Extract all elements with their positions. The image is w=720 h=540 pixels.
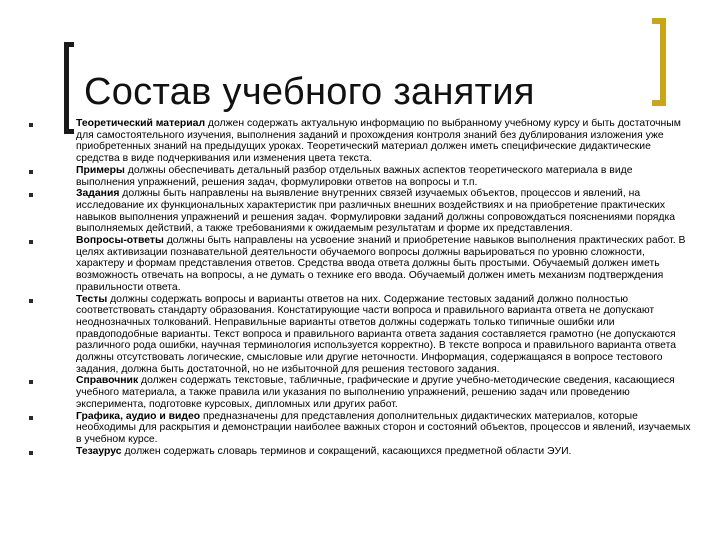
item-text: должны быть направлены на усвоение знаний и приобретение навыков выполнения практических работ. В целях активизации познавательной деятельности обучаемого вопросы должны варьироваться по уровню сложности, характеру и формам представления ответов. Средства ввода ответа должны быть простыми. Обучаемый должен иметь возможность отвечать на вопросы, а не думать о технике его ввода. Обучаемый должен иметь механизм подтверждения правильности ответа.	[76, 235, 686, 293]
bullet-icon	[29, 299, 33, 303]
right-bracket-decoration	[652, 18, 666, 106]
item-text: должен содержать актуальную информацию по выбранному учебному курсу и быть достаточным для самостоятельного изучения, выполнения заданий и прохождения контроля знаний без дублирования изложения уже приобретенных знаний на предыдущих уроках. Теоретический материал должен иметь специфические дидактические средства в виде подчеркивания или изменения цвета текста.	[76, 118, 681, 165]
list-item	[76, 165, 694, 188]
bullet-icon	[29, 170, 33, 174]
item-term: Справочник	[76, 375, 139, 387]
bullet-icon	[29, 123, 33, 127]
item-term: Вопросы-ответы	[76, 235, 164, 247]
item-text: должен содержать словарь терминов и сокращений, касающихся предметной области ЭУИ.	[121, 445, 572, 457]
item-term: Примеры	[76, 164, 125, 176]
list-item	[76, 118, 694, 165]
bullet-icon	[29, 193, 33, 197]
item-text: должны быть направлены на выявление внутренних связей изучаемых объектов, процессов и явлений, на исследование их функциональных характеристик при различных внешних воздействиях и на приобретение практических навыков выполнения упражнений и решения задач. Формулировки заданий должны сопровождаться пояснениями порядка выполняемых действий, а также требованиями к ожидаемым результатам и форме их представления.	[76, 188, 676, 235]
list-item	[76, 446, 694, 458]
item-term: Задания	[76, 188, 120, 200]
item-term: Тесты	[76, 293, 108, 305]
item-text: должны содержать вопросы и варианты ответов на них. Содержание тестовых заданий должно полностью соответствовать стандарту образования. Констатирующие части вопроса и правильного варианта ответа не допускают неоднозначных толкований. Неправильные варианты ответов должны содержать только типичные ошибки или правдоподобные варианты. Текст вопроса и правильного варианта ответа задания составляется грамотно (не допускаются различного рода ошибки, научная терминология используется корректно). В тексте вопроса и правильного варианта ответа должны отсутствовать логические, смысловые или другие неточности. Информация, содержащаяся в вопросе тестового задания, должна быть достаточной, но не избыточной для решения тестового задания.	[76, 293, 677, 375]
left-bracket-decoration	[64, 42, 74, 134]
list-item	[76, 188, 694, 235]
bullet-icon	[29, 380, 33, 384]
item-text: предназначены для представления дополнительных дидактических материалов, которые необходимы для раскрытия и демонстрации наиболее важных сторон и состояний объектов, процессов и явлений, изучаемых в учебном курсе.	[76, 410, 691, 445]
bullet-icon	[29, 240, 33, 244]
item-term: Графика, аудио и видео	[76, 410, 201, 422]
list-item	[76, 411, 694, 446]
item-text: должен содержать текстовые, табличные, графические и другие учебно-методические сведения, касающиеся учебного материала, а также правила или указания по выполнению упражнений, решению задач или проведению эксперимента, подготовке курсовых, дипломных или других работ.	[76, 375, 675, 410]
item-text: должны обеспечивать детальный разбор отдельных важных аспектов теоретического материала в виде выполнения упражнений, решения задач, формулировки ответов на вопросы и т.п.	[76, 164, 633, 188]
bullet-icon	[29, 416, 33, 420]
list-item	[76, 235, 694, 294]
bullet-icon	[29, 451, 33, 455]
slide-title: Состав учебного занятия	[84, 71, 535, 113]
list-item	[76, 294, 694, 376]
bullet-list	[76, 118, 694, 457]
list-item	[76, 375, 694, 410]
item-term: Теоретический материал	[76, 118, 206, 129]
item-term: Тезаурус	[76, 445, 122, 457]
